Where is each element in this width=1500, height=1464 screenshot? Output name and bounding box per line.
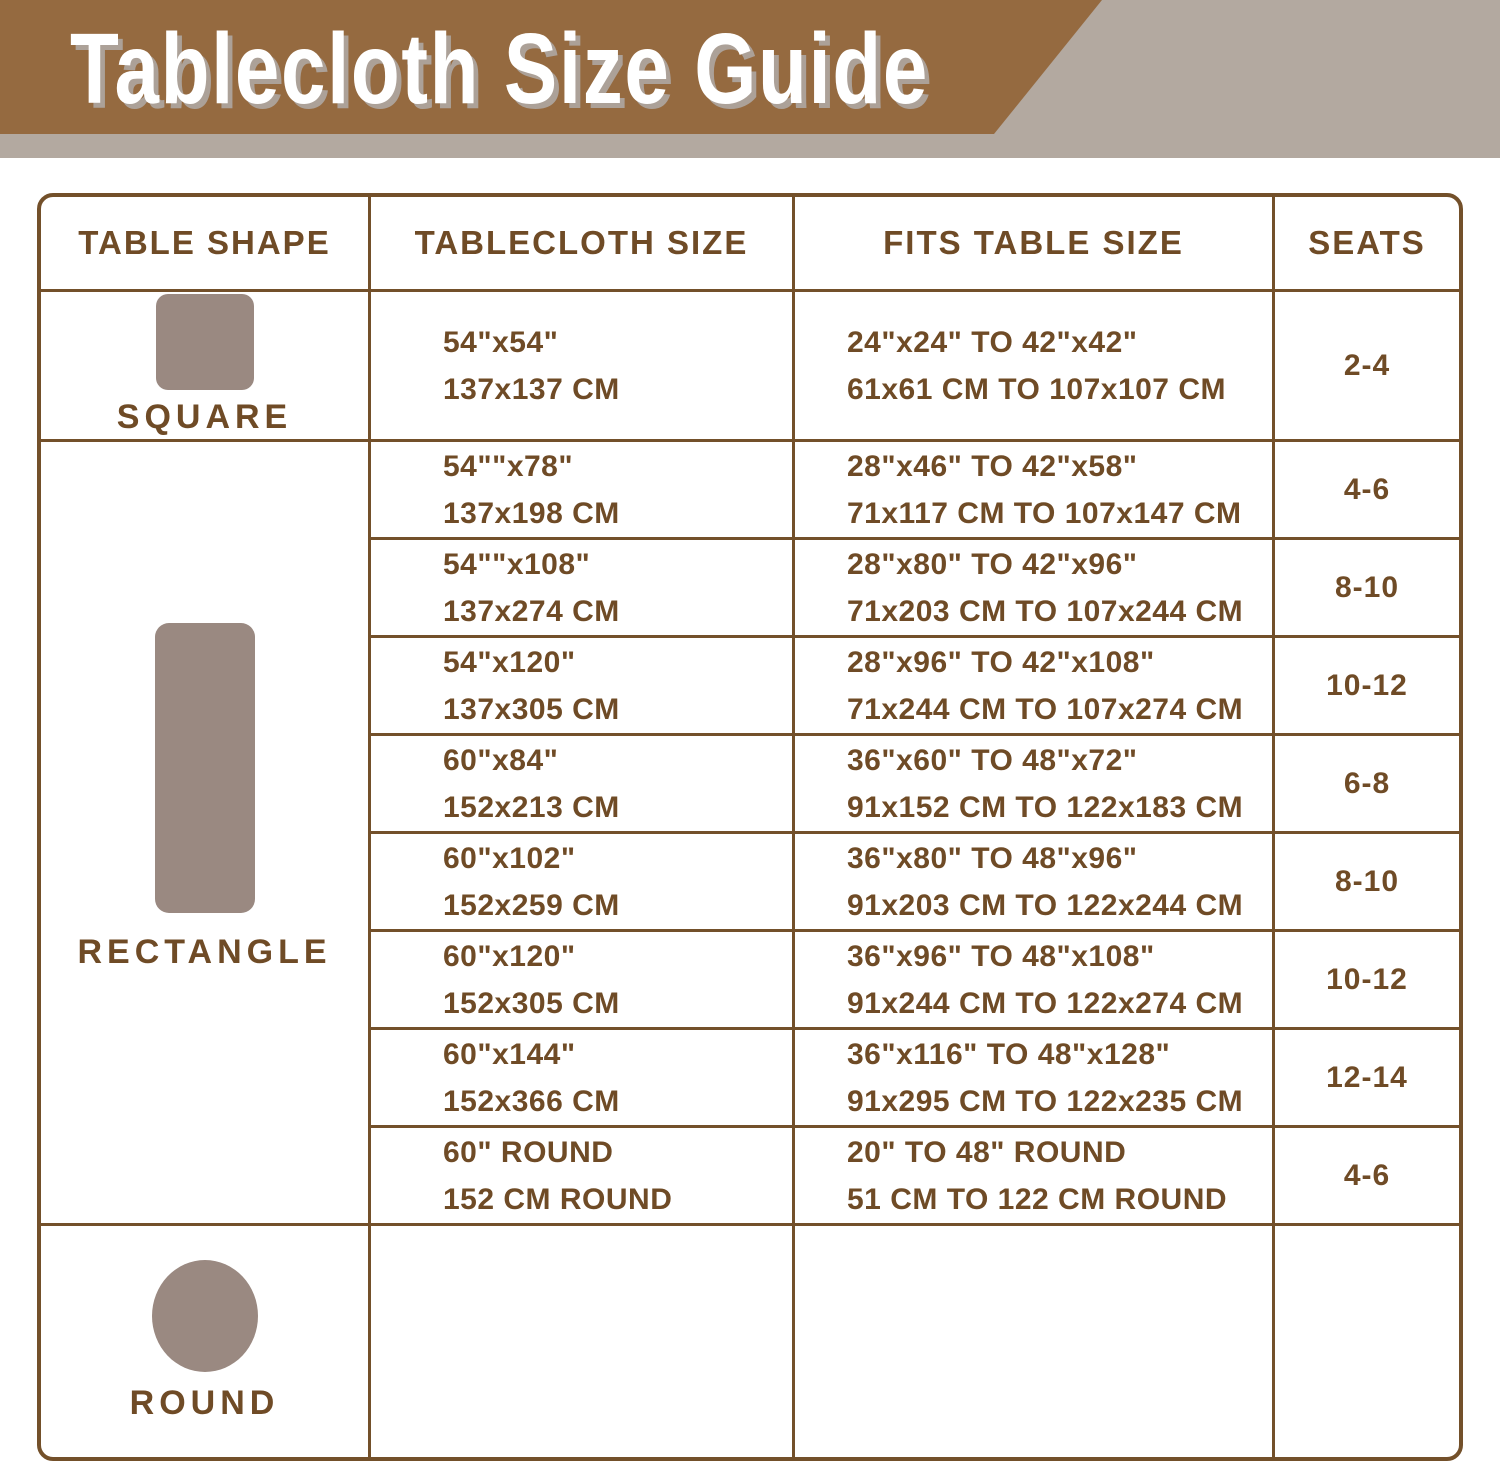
cloth-size-cm: 137x274 CM [443,594,620,628]
shape-cell-round [41,1226,371,1457]
fits-size-inches: 24"x24" TO 42"x42" [847,325,1138,359]
row-rect5-seats: 8-10 [1275,834,1459,932]
row-rect8-cloth-size [371,1128,795,1226]
row-rect5-cloth-size [371,834,795,932]
fits-size-inches: 36"x60" TO 48"x72" [847,743,1138,777]
row-rect5-fits-size [795,834,1275,932]
cloth-size-inches: 60"x120" [443,939,576,973]
row-rect2-seats: 8-10 [1275,540,1459,638]
column-header-seats: SEATS [1275,197,1459,292]
cloth-size-cm: 152x366 CM [443,1084,620,1118]
circle-icon [152,1260,258,1372]
row-rect7-seats: 12-14 [1275,1030,1459,1128]
fits-size-inches: 28"x96" TO 42"x108" [847,645,1155,679]
fits-size-cm: 61x61 CM TO 107x107 CM [847,372,1226,406]
row-rect4-fits-size [795,736,1275,834]
fits-size-inches: 28"x46" TO 42"x58" [847,449,1138,483]
row-round-seats [1275,1226,1459,1457]
fits-size-inches: 28"x80" TO 42"x96" [847,547,1138,581]
cloth-size-cm: 152 CM ROUND [443,1182,673,1216]
shape-cell-square [41,292,371,442]
row-rect3-fits-size [795,638,1275,736]
shape-label-round: ROUND [129,1384,280,1422]
cloth-size-inches: 54""x108" [443,547,591,581]
cloth-size-inches: 54"x54" [443,325,559,359]
row-rect7-cloth-size [371,1030,795,1128]
shape-cell-rectangle [41,442,371,1226]
row-square-fits-size [795,292,1275,442]
cloth-size-cm: 152x213 CM [443,790,620,824]
row-rect4-cloth-size [371,736,795,834]
row-rect6-fits-size [795,932,1275,1030]
column-header-tablecloth-size: TABLECLOTH SIZE [371,197,795,292]
cloth-size-cm: 152x305 CM [443,986,620,1020]
cloth-size-inches: 54""x78" [443,449,574,483]
fits-size-cm: 91x244 CM TO 122x274 CM [847,986,1244,1020]
fits-size-cm: 71x244 CM TO 107x274 CM [847,692,1244,726]
row-rect2-cloth-size [371,540,795,638]
cloth-size-inches: 60" ROUND [443,1135,614,1169]
fits-size-cm: 51 CM TO 122 CM ROUND [847,1182,1228,1216]
row-rect3-seats: 10-12 [1275,638,1459,736]
shape-label-square: SQUARE [116,398,293,436]
fits-size-cm: 71x203 CM TO 107x244 CM [847,594,1244,628]
fits-size-cm: 91x203 CM TO 122x244 CM [847,888,1244,922]
fits-size-inches: 36"x80" TO 48"x96" [847,841,1138,875]
size-guide-table [37,193,1463,1461]
cloth-size-inches: 60"x144" [443,1037,576,1071]
cloth-size-inches: 60"x102" [443,841,576,875]
shape-label-rectangle: RECTANGLE [77,933,332,971]
row-round-fits-size [795,1226,1275,1457]
cloth-size-cm: 152x259 CM [443,888,620,922]
cloth-size-cm: 137x305 CM [443,692,620,726]
row-rect1-fits-size [795,442,1275,540]
column-header-fits-table-size: FITS TABLE SIZE [795,197,1275,292]
row-round-cloth-size [371,1226,795,1457]
row-rect1-cloth-size [371,442,795,540]
row-rect8-fits-size [795,1128,1275,1226]
fits-size-cm: 91x152 CM TO 122x183 CM [847,790,1244,824]
rectangle-icon [155,623,255,913]
row-rect6-cloth-size [371,932,795,1030]
square-icon [156,294,254,390]
row-rect1-seats: 4-6 [1275,442,1459,540]
row-square-cloth-size [371,292,795,442]
fits-size-inches: 20" TO 48" ROUND [847,1135,1127,1169]
fits-size-cm: 71x117 CM TO 107x147 CM [847,496,1242,530]
row-rect2-fits-size [795,540,1275,638]
fits-size-inches: 36"x96" TO 48"x108" [847,939,1155,973]
fits-size-cm: 91x295 CM TO 122x235 CM [847,1084,1244,1118]
row-rect3-cloth-size [371,638,795,736]
column-header-table-shape: TABLE SHAPE [41,197,371,292]
cloth-size-inches: 54"x120" [443,645,576,679]
row-rect6-seats: 10-12 [1275,932,1459,1030]
fits-size-inches: 36"x116" TO 48"x128" [847,1037,1171,1071]
cloth-size-cm: 137x198 CM [443,496,620,530]
row-rect8-seats: 4-6 [1275,1128,1459,1226]
cloth-size-cm: 137x137 CM [443,372,620,406]
row-rect4-seats: 6-8 [1275,736,1459,834]
row-rect7-fits-size [795,1030,1275,1128]
page-title: Tablecloth Size Guide [70,13,929,125]
row-square-seats: 2-4 [1275,292,1459,442]
cloth-size-inches: 60"x84" [443,743,559,777]
